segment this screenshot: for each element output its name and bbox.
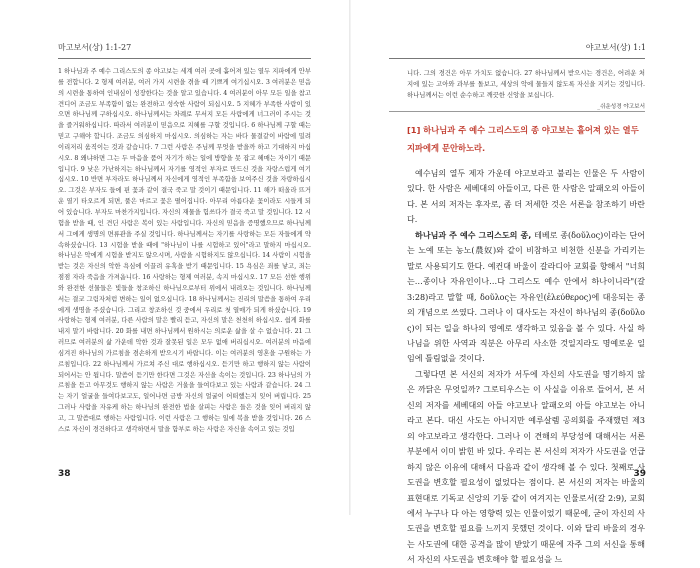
header-rule bbox=[389, 58, 645, 59]
quote-divider bbox=[389, 111, 645, 112]
scripture-text: 1 하나님과 주 예수 그리스도의 종 야고보는 세계 여러 곳에 흩어져 있는 열두 지파에게 안부를 전합니다. 2 형제 여러분, 여러 가지 시련을 겪을 때 기쁘게 여기십시오. 3 여러분은 믿음의 시련을 통하여 인내심이 성장한다는 것을 알고 있습니다. 4 여러분이 아무 모든 일을 참고 견디어 조금도 부족함이 없는 완전하고 성숙한 사람이 되십시오. 5 지혜가 부족한 사람이 있으면 하나님께 구하십시오. 하나님께서는 차례로 무서지 모든 사람에게 너그러이 주시는 것을 즐거워하십니다. 따라서 여러분이 믿음으로 지혜를 구할 것입니다. 6 하나님께 구할 때는 믿고 구해야 합니다. 조금도 의심하지 마십시오. 의심하는 자는 바다 물결같이 바람에 밀려 이리저리 움직이는 것과 같습니다. 7 그런 사람은 주님께 무엇을 받을까 하고 기대하지 마십시오. 8 왜냐하면 그는 두 마음을 품어 자기가 하는 일에 방향을 못 잡고 헤매는 자이기 때문입니다. 9 낮은 가난하지는 하나님께서 자기를 영적인 부자로 만드신 것을 자랑스럽게 여기십시오. 10 반면 부자라도 하나님께서 자신에게 영적인 부족함을 보여주신 것을 자랑하십시오. 그것은 부자도 들에 핀 꽃과 같이 결국 죽고 말 것이기 때문입니다. 11 해가 떠올라 뜨거운 열기 타오르게 되면, 풀은 마르고 꽃은 떨어집니다. 아무리 아름다운 꽃이라도 시들게 되어 있습니다. 부자도 마찬가지입니다. 자신의 재물을 힘쓰다가 결국 죽고 말 것입니다. 12 시험을 받을 때, 인 견딘 사람은 복이 있는 사람입니다. 자신의 믿음을 증명했으므로 하나님께서 그에게 생명의 면류관을 주실 것입니다. 하나님께서는 자기를 사랑하는 모든 자들에게 약속하셨습니다. 13 시험을 받을 때에 "하나님이 나를 시험하고 있어"라고 말하지 마십시오. 하나님은 악에게 시험을 받지도 않으시며, 사람을 시험하지도 않으십니다. 14 사람이 시험을 받는 것은 자신의 악한 욕심에 이끌려 유혹을 받기 때문입니다. 15 욕심은 죄를 낳고, 죄는 점점 자라 죽음을 가져옵니다. 16 사랑하는 형제 여러분, 속지 마십시오. 17 모든 선한 행위와 완전한 선물들은 빛들을 창조하신 하나님으로부터 위에서 내려오는 것입니다. 하나님께서는 결코 그림자처럼 변하는 일이 없으십니다. 18 하나님께서는 진리의 말씀을 통하여 우리에게 생명을 주셨습니다. 그리고 창조하신 것 중에서 우리로 첫 열매가 되게 하셨습니다. 19 사랑하는 형제 여러분, 다른 사람의 말은 빨리 듣고, 자신의 말은 천천히 하십시오. 쉽게 화를 내지 말기 바랍니다. 20 화를 내면 하나님께서 원하시는 의로운 삶을 살 수 없습니다. 21 그러므로 여러분의 삶 가운데 악한 것과 잘못된 일은 모두 없애 버리십시오. 여러분의 마음에 심겨진 하나님의 가르침을 겸손하게 받으시기 바랍니다. 이는 여러분의 영혼을 구원하는 가르침입니다. 22 하나님께서 가르쳐 주신 대로 행하십시오. 듣기만 하고 행하지 않는 사람이 되어서는 안 됩니다. 말씀이 듣기만 한다면 그것은 자신을 속이는 것입니다. 23 하나님의 가르침을 듣고 아무것도 행하지 않는 사람은 거울을 들여다보고 있는 사람과 같습니다. 24 그는 자기 얼굴을 들여다보고도, 일어나면 금방 자신의 얼굴이 어떠했는지 잊어 버립니다. 25 그러나 사람을 자유케 하는 하나님의 완전한 법을 살피는 사람은 들은 것을 잊어 버리지 않고, 그 말씀대로 행하는 사람입니다. 이런 사람은 그 행하는 일에 복을 받을 것입니다. 26 스스로 자신이 경건하다고 생각하면서 말을 함부로 하는 사람은 자신을 속이고 있는 것입 bbox=[58, 68, 311, 433]
running-head: 야고보서(상) 1:1 bbox=[585, 43, 646, 52]
paragraph-lead: 하나님과 주 예수 그리스도의 종, bbox=[415, 230, 532, 240]
scripture-quote-source: _쉬운성경 야고보서 bbox=[597, 103, 645, 110]
section-heading: [1] 하나님과 주 예수 그리스도의 종 야고보는 흩어져 있는 열두 지파에게 문안하노라. bbox=[407, 125, 639, 153]
paragraph-text: 그렇다면 본 서신의 저자가 서두에 자신의 사도권을 명기하지 않은 까닭은 무엇일까? 그로티우스는 이 사실을 이유로 들어서, 본 서신의 저자를 세베대의 아들 야고보나 알패오의 아들 야고보는 아니라고 본다. 대신 사도는 아니지만 예루살렘 공의회를 주재했던 제3의 야고보라고 생각한다. 그러나 이 견해의 부당성에 대해서는 서론 부분에서 이미 밝힌 바 있다. 우리는 본 서신의 저자가 사도권을 언급하지 않은 이유에 대해서 다음과 같이 생각해 볼 수 있다. 첫째로 사도권을 변호할 필요성이 없었다는 점이다. 본 서신의 저자는 바울의 표현대로 기독교 신앙의 기둥 같이 여겨지는 인물로서(갈 2:9), 교회에서 누구나 다 아는 영향력 있는 인물이었기 때문에, 굳이 자신의 사도권을 변호할 필요를 느끼지 못했던 것이다. 이와 달리 바울의 경우는 사도권에 대한 공격을 많이 받았기 때문에 자주 그의 서신을 통해서 자신의 사도권을 변호해야 할 필요성을 느 bbox=[407, 369, 646, 565]
commentary-paragraph bbox=[407, 166, 645, 228]
scripture-quote-text: 니다. 그의 경건은 아무 가치도 없습니다. 27 하나님께서 받으시는 경건은, 어려운 처지에 있는 고아와 과부를 돌보고, 세상의 악에 물들지 않도록 자신을 지키는 것입니다. 하나님께서는 이런 순수하고 깨끗한 신앙을 보십니다. bbox=[407, 70, 645, 99]
paragraph-text: 예수님의 열두 제자 가운데 야고보라고 불리는 인물은 두 사람이 있다. 한 사람은 세베대의 아들이고, 다른 한 사람은 알패오의 아들이다. 본 서의 저자는 후자로, 좀 더 저세한 것은 서론을 참조하기 바란다. bbox=[407, 169, 646, 225]
paragraph-text: 테베로 종(δοῦλος)이라는 단어는 노예 또는 농노(農奴)와 같이 비참하고 비천한 신분을 가리키는 말로 사용되기도 한다. 예컨대 바울이 갈라디아 교회를 향해서 "너희는…종이나 자유인이나…다 그리스도 예수 안에서 하나이니라"(갈 3:28)라고 말할 때, δοῦλος는 자유인(ἐλεύθερος)에 대응되는 종의 개념으로 쓰였다. 그러나 이 대사도는 자신이 하나님의 종(δοῦλος)이 되는 일을 하나의 영예로 생각하고 있음을 볼 수 있다. 사실 하나님을 위한 사역과 직분은 아무리 사소한 것일지라도 명예로운 일임에 틀림없을 것이다. bbox=[407, 230, 645, 364]
right-page bbox=[351, 0, 700, 565]
header-rule bbox=[58, 58, 311, 59]
running-head: 마고보서(상) 1:1-27 bbox=[58, 43, 132, 52]
commentary-body bbox=[407, 166, 645, 568]
page-number: 38 bbox=[58, 469, 71, 479]
left-page bbox=[0, 0, 349, 515]
page-number: 39 bbox=[633, 469, 646, 479]
scripture-quote bbox=[407, 69, 645, 113]
commentary-paragraph bbox=[407, 367, 645, 568]
commentary-paragraph bbox=[407, 228, 645, 367]
